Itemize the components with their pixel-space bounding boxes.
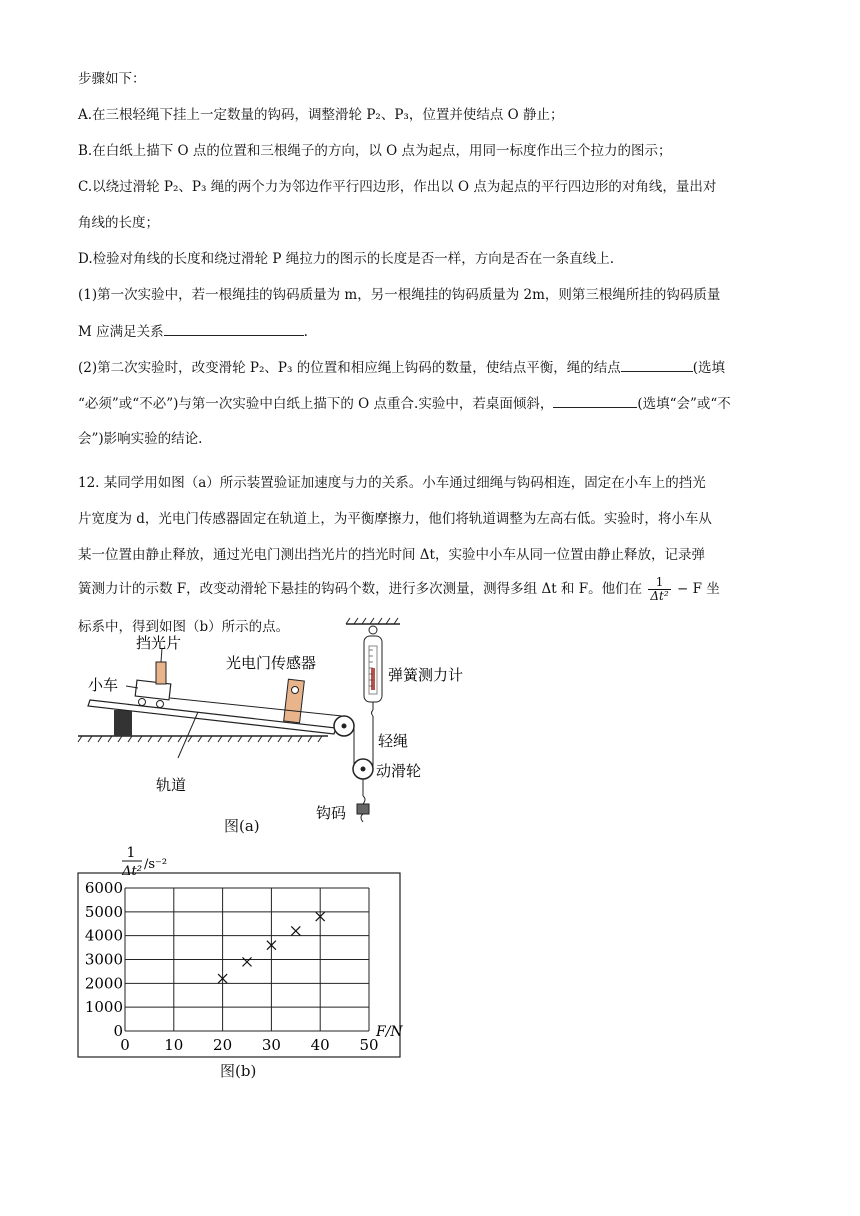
x-tick-label: 0	[120, 1036, 130, 1054]
question-2-cont	[78, 394, 731, 413]
step-d: D.检验对角线的长度和绕过滑轮 P 绳拉力的图示的长度是否一样，方向是否在一条直线上.	[78, 251, 615, 267]
question-2-choice-b: (选填“会”或“不	[637, 396, 731, 412]
step-b: B.在白纸上描下 O 点的位置和三根绳子的方向，以 O 点为起点，用同一标度作出三个拉力的图示；	[78, 143, 672, 159]
x-tick-label: 30	[261, 1036, 281, 1054]
y-tick-label: 3000	[84, 950, 123, 969]
y-tick-label: 6000	[84, 879, 123, 897]
label-light-rope: 轻绳	[378, 732, 409, 750]
y-tick-label: 5000	[84, 902, 123, 921]
xlabel: F/N	[376, 1024, 403, 1040]
question-1-cont	[78, 322, 308, 341]
label-shading-plate: 挡光片	[136, 634, 182, 652]
figure-b-caption: 图(b)	[220, 1062, 257, 1080]
question-2-text-b: “必须”或“不必”)与第一次实验中白纸上描下的 O 点重合.实验中，若桌面倾斜，	[78, 396, 554, 412]
label-photogate: 光电门传感器	[226, 654, 317, 672]
problem-12-line3: 某一位置由静止释放，通过光电门测出挡光片的挡光时间 Δt，实验中小车从同一位置由静止释放，记录弹	[78, 547, 705, 563]
text-line: 步骤如下：	[78, 71, 146, 87]
question-1-text: M 应满足关系	[78, 324, 164, 340]
figure-a-apparatus	[78, 618, 464, 848]
problem-12: 12. 某同学用如图（a）所示装置验证加速度与力的关系。小车通过细绳与钩码相连，固定在小车上的挡光	[78, 475, 706, 491]
frac-denominator: Δt²	[650, 589, 669, 603]
x-tick-label: 10	[164, 1036, 184, 1054]
answer-blank-2[interactable]	[621, 358, 693, 372]
ylabel-unit: /s⁻²	[144, 857, 168, 872]
step-a: A.在三根轻绳下挂上一定数量的钩码，调整滑轮 P₂、P₃，位置并使结点 O 静止；	[78, 107, 564, 123]
figure-b-chart	[78, 845, 408, 1060]
data-point	[291, 926, 300, 935]
y-tick-label: 0	[113, 1022, 123, 1040]
label-spring-scale: 弹簧测力计	[388, 666, 464, 684]
x-tick-label: 50	[359, 1036, 379, 1054]
problem-12-text: 簧测力计的示数 F，改变动滑轮下悬挂的钩码个数，进行多次测量，测得多组 Δt 和 F。他们在	[78, 581, 643, 597]
problem-12-line2: 片宽度为 d，光电门传感器固定在轨道上，为平衡摩擦力，他们将轨道调整为左高右低。实验时，将小车从	[78, 511, 712, 527]
question-2-text: (2)第二次实验时，改变滑轮 P₂、P₃ 的位置和相应绳上钩码的数量，使结点平衡，绳的结点	[78, 360, 621, 376]
step-c: C.以绕过滑轮 P₂、P₃ 绳的两个力为邻边作平行四边形，作出以 O 点为起点的平行四边形的对角线，量出对	[78, 179, 717, 195]
ylabel-denominator: Δt²	[122, 864, 142, 879]
y-tick-label: 2000	[84, 974, 123, 993]
x-tick-label: 20	[213, 1036, 233, 1054]
label-movable-pulley: 动滑轮	[376, 762, 422, 780]
x-tick-label: 40	[310, 1036, 330, 1054]
answer-blank-1[interactable]	[164, 322, 304, 336]
chart-frame	[78, 873, 400, 1057]
frac-numerator: 1	[648, 576, 670, 590]
question-2-end: 会”)影响实验的结论.	[78, 431, 203, 447]
question-2	[78, 358, 725, 377]
label-weight: 钩码	[316, 804, 347, 822]
figure-a-caption: 图(a)	[224, 817, 260, 835]
ylabel-numerator: 1	[126, 845, 136, 861]
problem-12-text-b: − F 坐	[676, 581, 720, 597]
y-tick-label: 1000	[84, 998, 123, 1017]
label-cart: 小车	[88, 676, 119, 694]
step-c-cont: 角线的长度；	[78, 215, 159, 231]
inverse-dt-squared	[648, 576, 670, 603]
answer-blank-3[interactable]	[553, 394, 637, 408]
question-2-choice: (选填	[692, 360, 725, 376]
question-1: (1)第一次实验中，若一根绳挂的钩码质量为 m，另一根绳挂的钩码质量为 2m，则第三根绳所挂的钩码质量	[78, 287, 721, 303]
y-tick-label: 4000	[84, 926, 123, 945]
label-track: 轨道	[156, 776, 187, 794]
problem-12-line5: 标系中，得到如图（b）所示的点。	[78, 619, 290, 635]
problem-12-line4	[78, 576, 720, 603]
data-point	[243, 957, 252, 966]
period: .	[303, 324, 308, 340]
